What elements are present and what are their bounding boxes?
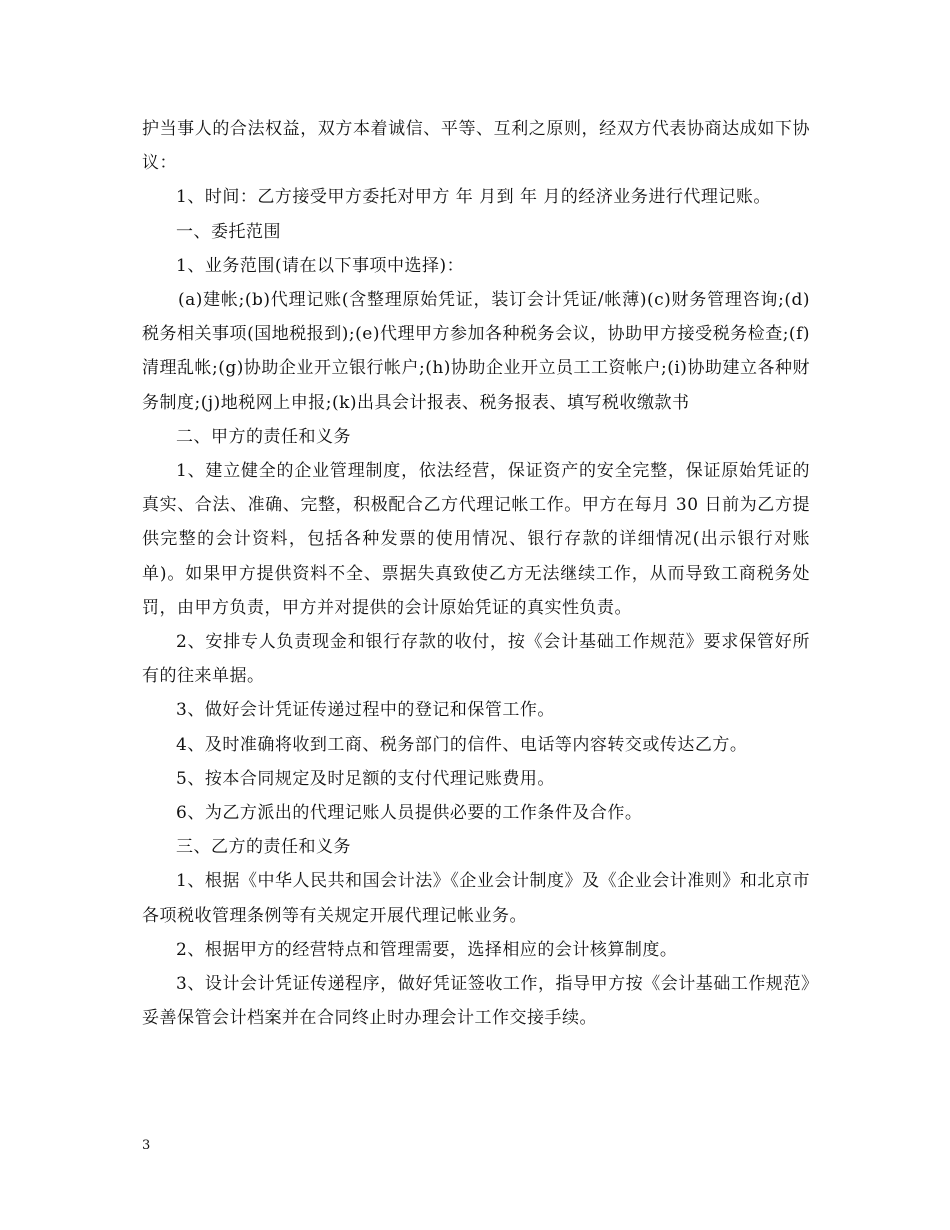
paragraph: 1、时间：乙方接受甲方委托对甲方 年 月到 年 月的经济业务进行代理记账。 xyxy=(176,187,771,208)
section-heading: 二、甲方的责任和义务 xyxy=(176,426,351,447)
paragraph: 4、及时准确将收到工商、税务部门的信件、电话等内容转交或传达乙方。 xyxy=(176,734,748,755)
paragraph: 3、设计会计凭证传递程序，做好凭证签收工作，指导甲方按《会计基础工作规范》妥善保管会计档案并在合同终止时办理会计工作交接手续。 xyxy=(142,974,810,1029)
paragraph: 1、业务范围(请在以下事项中选择)： xyxy=(176,255,465,276)
paragraph: 3、做好会计凭证传递过程中的登记和保管工作。 xyxy=(176,700,555,721)
document-body xyxy=(142,112,810,1035)
paragraph: (a)建帐;(b)代理记账(含整理原始凭证，装订会计凭证/帐薄)(c)财务管理咨询;(d)税务相关事项(国地税报到);(e)代理甲方参加各种税务会议，协助甲方接受税务检查;(f)清理乱帐;(g)协助企业开立银行帐户;(h)协助企业开立员工工资帐户;(i)协助建立各种财务制度;(j)地税网上申报;(k)出具会计报表、税务报表、填写税收缴款书 xyxy=(142,290,810,413)
page-number: 3 xyxy=(142,1138,151,1153)
paragraph: 2、根据甲方的经营特点和管理需要，选择相应的会计核算制度。 xyxy=(176,939,678,960)
paragraph: 5、按本合同规定及时足额的支付代理记账费用。 xyxy=(176,768,555,789)
paragraph: 6、为乙方派出的代理记账人员提供必要的工作条件及合作。 xyxy=(176,803,643,824)
paragraph: 1、建立健全的企业管理制度，依法经营，保证资产的安全完整，保证原始凭证的真实、合法、准确、完整，积极配合乙方代理记帐工作。甲方在每月 30 日前为乙方提供完整的会计资料，包括各种发票的使用情况、银行存款的详细情况(出示银行对账单)。如果甲方提供资料不全、票据失真致使乙方无法继续工作，从而导致工商税务处罚，由甲方负责，甲方并对提供的会计原始凭证的真实性负责。 xyxy=(142,461,810,618)
section-heading: 三、乙方的责任和义务 xyxy=(176,837,351,858)
section-heading: 一、委托范围 xyxy=(176,221,281,242)
paragraph: 护当事人的合法权益，双方本着诚信、平等、互利之原则，经双方代表协商达成如下协议： xyxy=(142,119,810,174)
paragraph: 1、根据《中华人民共和国会计法》《企业会计制度》及《企业会计准则》和北京市各项税收管理条例等有关规定开展代理记帐业务。 xyxy=(142,871,810,926)
paragraph: 2、安排专人负责现金和银行存款的收付，按《会计基础工作规范》要求保管好所有的往来单据。 xyxy=(142,632,810,687)
